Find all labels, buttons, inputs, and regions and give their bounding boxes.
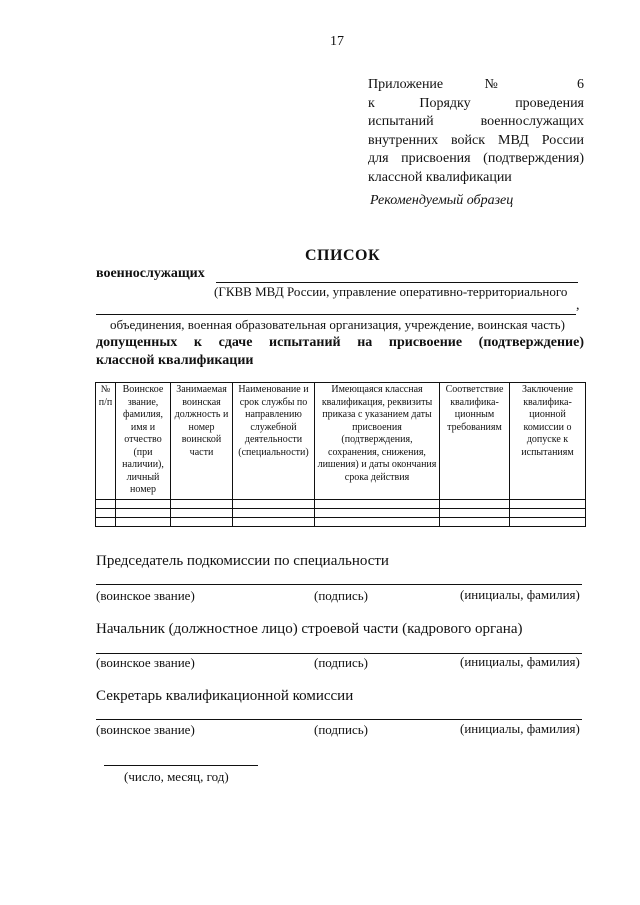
table-row <box>96 517 586 526</box>
comma: , <box>576 298 580 313</box>
admitted-line-1: допущенных к сдаче испытаний на присвоение (подтверждение) <box>96 335 584 350</box>
table-row <box>96 499 586 508</box>
appendix-block <box>368 76 584 187</box>
page-number: 17 <box>330 34 344 49</box>
table-header-row <box>96 383 586 500</box>
admitted-line-2: классной квалификации <box>96 353 254 368</box>
appendix-line: Приложение № 6 <box>368 77 584 92</box>
sign-caption: (подпись) <box>314 655 368 670</box>
sign-caption: (подпись) <box>314 588 368 603</box>
col-header-number: № п/п <box>96 383 116 500</box>
sample-label: Рекомендуемый образец <box>370 193 514 208</box>
org-hint-1: (ГКВВ МВД России, управление оперативно-территориального <box>214 284 568 299</box>
col-header-position: Занимаемая воинская должность и номер воинской части <box>171 383 233 500</box>
col-header-conclusion: Заключение квалифика-ционной комиссии о допуске к испытаниям <box>510 383 586 500</box>
appendix-line: для присвоения (подтверждения) <box>368 151 584 166</box>
rank-caption: (воинское звание) <box>96 655 195 670</box>
appendix-line: испытаний военнослужащих <box>368 114 584 129</box>
signature-line <box>96 584 582 585</box>
sign-caption: (подпись) <box>314 722 368 737</box>
servicemen-label: военнослужащих <box>96 266 205 281</box>
signature-title: Секретарь квалификационной комиссии <box>96 688 354 704</box>
servicemen-table <box>95 382 586 527</box>
signature-title: Начальник (должностное лицо) строевой части (кадрового органа) <box>96 621 523 637</box>
signature-title: Председатель подкомиссии по специальности <box>96 553 389 569</box>
rank-caption: (воинское звание) <box>96 588 195 603</box>
name-caption: (инициалы, фамилия) <box>460 654 580 669</box>
date-caption: (число, месяц, год) <box>124 769 229 784</box>
col-header-rank-name: Воинское звание, фамилия, имя и отчество (при наличии), личный номер <box>116 383 171 500</box>
admitted-heading <box>96 334 584 370</box>
org-fill-line-1 <box>216 282 578 283</box>
name-caption: (инициалы, фамилия) <box>460 587 580 602</box>
org-hint-2: объединения, военная образовательная организация, учреждение, воинская часть) <box>110 317 565 332</box>
table-row <box>96 508 586 517</box>
col-header-qualification: Имеющаяся классная квалификация, реквизиты приказа с указанием даты присвоения (подтверждения, сохранения, снижения, лишения) и даты окончания срока действия <box>315 383 440 500</box>
col-header-compliance: Соответствие квалифика-ционным требованиям <box>440 383 510 500</box>
org-fill-line-2 <box>96 314 576 315</box>
col-header-service: Наименование и срок службы по направлению служебной деятельности (специальности) <box>233 383 315 500</box>
appendix-line: к Порядку проведения <box>368 95 584 111</box>
name-caption: (инициалы, фамилия) <box>460 721 580 736</box>
appendix-line: внутренних войск МВД России <box>368 132 584 148</box>
document-title: СПИСОК <box>305 247 381 264</box>
rank-caption: (воинское звание) <box>96 722 195 737</box>
date-line <box>104 765 258 766</box>
appendix-line: классной квалификации <box>368 169 512 185</box>
signature-line <box>96 719 582 720</box>
